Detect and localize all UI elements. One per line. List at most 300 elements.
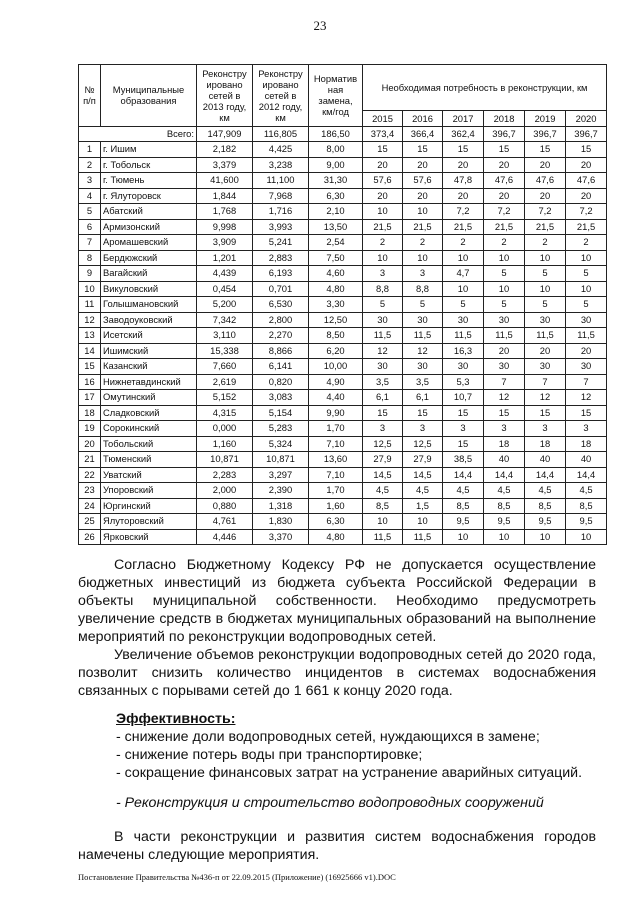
row-rec2013: 1,160 bbox=[197, 436, 253, 452]
row-year-value: 57,6 bbox=[403, 173, 443, 189]
table-row bbox=[79, 421, 607, 437]
row-municipality: Упоровский bbox=[101, 483, 197, 499]
row-municipality: Ялуторовский bbox=[101, 514, 197, 530]
table-row bbox=[79, 173, 607, 189]
row-year-value: 10 bbox=[484, 250, 525, 266]
row-year-value: 5 bbox=[363, 297, 403, 313]
row-municipality: Тюменский bbox=[101, 452, 197, 468]
table-row bbox=[79, 204, 607, 220]
row-rec2013: 1,844 bbox=[197, 188, 253, 204]
row-municipality: г. Ишим bbox=[101, 142, 197, 158]
row-rec2012: 2,270 bbox=[253, 328, 309, 344]
row-rec2012: 6,193 bbox=[253, 266, 309, 282]
row-year-value: 15 bbox=[525, 405, 566, 421]
row-year-value: 15 bbox=[443, 142, 484, 158]
row-number: 1 bbox=[79, 142, 101, 158]
row-year-value: 20 bbox=[525, 157, 566, 173]
row-year-value: 3 bbox=[403, 266, 443, 282]
row-year-value: 14,5 bbox=[363, 467, 403, 483]
row-number: 21 bbox=[79, 452, 101, 468]
row-year-value: 5,3 bbox=[443, 374, 484, 390]
table-row bbox=[79, 405, 607, 421]
row-year-value: 10 bbox=[443, 529, 484, 545]
row-year-value: 10 bbox=[566, 250, 607, 266]
row-year-value: 12 bbox=[566, 390, 607, 406]
row-municipality: Юргинский bbox=[101, 498, 197, 514]
row-year-value: 4,5 bbox=[525, 483, 566, 499]
row-rec2013: 7,342 bbox=[197, 312, 253, 328]
row-year-value: 40 bbox=[525, 452, 566, 468]
table-row bbox=[79, 390, 607, 406]
row-year-value: 3 bbox=[403, 421, 443, 437]
row-year-value: 2 bbox=[363, 235, 403, 251]
row-year-value: 47,6 bbox=[566, 173, 607, 189]
table-row bbox=[79, 297, 607, 313]
row-norm: 4,80 bbox=[309, 281, 363, 297]
row-rec2013: 5,200 bbox=[197, 297, 253, 313]
row-rec2012: 2,390 bbox=[253, 483, 309, 499]
row-rec2012: 10,871 bbox=[253, 452, 309, 468]
row-municipality: Аромашевский bbox=[101, 235, 197, 251]
row-year-value: 5 bbox=[525, 297, 566, 313]
row-year-value: 20 bbox=[403, 157, 443, 173]
row-year-value: 14,4 bbox=[525, 467, 566, 483]
table-row bbox=[79, 374, 607, 390]
row-year-value: 10,7 bbox=[443, 390, 484, 406]
row-norm: 4,90 bbox=[309, 374, 363, 390]
header-municipality: Муниципальные образования bbox=[101, 65, 197, 127]
header-year-2018: 2018 bbox=[484, 111, 525, 127]
total-label: Всего: bbox=[79, 126, 197, 142]
row-number: 4 bbox=[79, 188, 101, 204]
row-year-value: 8,5 bbox=[525, 498, 566, 514]
row-municipality: Викуловский bbox=[101, 281, 197, 297]
header-rec2013: Реконстру ировано сетей в 2013 году, км bbox=[197, 65, 253, 127]
row-municipality: Голышмановский bbox=[101, 297, 197, 313]
row-norm: 7,10 bbox=[309, 436, 363, 452]
row-number: 6 bbox=[79, 219, 101, 235]
row-year-value: 6,1 bbox=[403, 390, 443, 406]
row-norm: 4,40 bbox=[309, 390, 363, 406]
table-row bbox=[79, 359, 607, 375]
row-year-value: 11,5 bbox=[403, 328, 443, 344]
row-rec2012: 6,141 bbox=[253, 359, 309, 375]
total-rec2012: 116,805 bbox=[253, 126, 309, 142]
paragraph-increase: Увеличение объемов реконструкции водопроводных сетей до 2020 года, позволит снизить количество инцидентов в системах водоснабжения связанных с порывами сетей до 1 661 к концу 2020 года. bbox=[78, 647, 596, 699]
row-year-value: 30 bbox=[363, 359, 403, 375]
row-year-value: 12,5 bbox=[363, 436, 403, 452]
row-year-value: 15 bbox=[403, 405, 443, 421]
row-rec2012: 5,324 bbox=[253, 436, 309, 452]
table-row bbox=[79, 157, 607, 173]
row-year-value: 57,6 bbox=[363, 173, 403, 189]
row-municipality: Вагайский bbox=[101, 266, 197, 282]
row-number: 8 bbox=[79, 250, 101, 266]
row-norm: 2,54 bbox=[309, 235, 363, 251]
row-year-value: 4,5 bbox=[566, 483, 607, 499]
row-number: 7 bbox=[79, 235, 101, 251]
header-need: Необходимая потребность в реконструкции, км bbox=[363, 65, 607, 111]
document-footer: Постановление Правительства №436-п от 22.09.2015 (Приложение) (16925666 v1).DOC bbox=[78, 872, 396, 882]
row-year-value: 30 bbox=[443, 312, 484, 328]
row-rec2013: 3,909 bbox=[197, 235, 253, 251]
header-norm: Норматив ная замена, км/год bbox=[309, 65, 363, 127]
row-year-value: 30 bbox=[525, 312, 566, 328]
section-italic-heading: - Реконструкция и строительство водопроводных сооружений bbox=[116, 795, 544, 811]
row-year-value: 7 bbox=[525, 374, 566, 390]
row-rec2013: 5,152 bbox=[197, 390, 253, 406]
row-year-value: 3,5 bbox=[363, 374, 403, 390]
row-number: 23 bbox=[79, 483, 101, 499]
row-rec2013: 10,871 bbox=[197, 452, 253, 468]
table-row bbox=[79, 452, 607, 468]
row-year-value: 11,5 bbox=[363, 328, 403, 344]
table-row bbox=[79, 235, 607, 251]
row-year-value: 4,5 bbox=[403, 483, 443, 499]
table-row bbox=[79, 498, 607, 514]
row-year-value: 3,5 bbox=[403, 374, 443, 390]
row-year-value: 20 bbox=[363, 157, 403, 173]
page-number: 23 bbox=[313, 18, 327, 33]
row-norm: 31,30 bbox=[309, 173, 363, 189]
effectiveness-list bbox=[116, 728, 596, 782]
effectiveness-item: - сокращение финансовых затрат на устранение аварийных ситуаций. bbox=[116, 765, 583, 781]
row-rec2013: 4,439 bbox=[197, 266, 253, 282]
table-row bbox=[79, 188, 607, 204]
row-year-value: 10 bbox=[525, 529, 566, 545]
row-municipality: Исетский bbox=[101, 328, 197, 344]
row-norm: 13,50 bbox=[309, 219, 363, 235]
row-year-value: 7,2 bbox=[484, 204, 525, 220]
row-number: 10 bbox=[79, 281, 101, 297]
table-row bbox=[79, 142, 607, 158]
row-year-value: 5 bbox=[566, 297, 607, 313]
row-year-value: 30 bbox=[525, 359, 566, 375]
row-year-value: 20 bbox=[525, 188, 566, 204]
row-year-value: 21,5 bbox=[443, 219, 484, 235]
row-year-value: 38,5 bbox=[443, 452, 484, 468]
row-year-value: 9,5 bbox=[484, 514, 525, 530]
row-year-value: 12 bbox=[403, 343, 443, 359]
row-year-value: 15 bbox=[403, 142, 443, 158]
row-year-value: 18 bbox=[525, 436, 566, 452]
row-number: 17 bbox=[79, 390, 101, 406]
row-year-value: 10 bbox=[484, 529, 525, 545]
row-year-value: 40 bbox=[566, 452, 607, 468]
row-year-value: 30 bbox=[403, 312, 443, 328]
row-year-value: 10 bbox=[403, 250, 443, 266]
row-year-value: 15 bbox=[484, 142, 525, 158]
reconstruction-table bbox=[78, 64, 607, 545]
row-year-value: 20 bbox=[566, 343, 607, 359]
row-norm: 7,50 bbox=[309, 250, 363, 266]
row-year-value: 2 bbox=[443, 235, 484, 251]
row-municipality: Ярковский bbox=[101, 529, 197, 545]
row-rec2013: 2,182 bbox=[197, 142, 253, 158]
row-number: 12 bbox=[79, 312, 101, 328]
row-rec2012: 1,318 bbox=[253, 498, 309, 514]
row-year-value: 30 bbox=[403, 359, 443, 375]
row-year-value: 7 bbox=[566, 374, 607, 390]
row-municipality: Тобольский bbox=[101, 436, 197, 452]
row-year-value: 2 bbox=[484, 235, 525, 251]
row-norm: 8,50 bbox=[309, 328, 363, 344]
row-rec2013: 3,110 bbox=[197, 328, 253, 344]
row-number: 13 bbox=[79, 328, 101, 344]
row-norm: 10,00 bbox=[309, 359, 363, 375]
row-year-value: 7 bbox=[484, 374, 525, 390]
row-rec2012: 5,241 bbox=[253, 235, 309, 251]
row-year-value: 30 bbox=[484, 312, 525, 328]
effectiveness-heading-text: Эффективность: bbox=[116, 711, 236, 727]
row-rec2012: 0,820 bbox=[253, 374, 309, 390]
row-rec2013: 1,768 bbox=[197, 204, 253, 220]
row-year-value: 10 bbox=[484, 281, 525, 297]
row-year-value: 21,5 bbox=[566, 219, 607, 235]
row-year-value: 30 bbox=[566, 312, 607, 328]
row-rec2012: 8,866 bbox=[253, 343, 309, 359]
header-year-2020: 2020 bbox=[566, 111, 607, 127]
row-year-value: 16,3 bbox=[443, 343, 484, 359]
row-rec2012: 5,154 bbox=[253, 405, 309, 421]
row-year-value: 8,5 bbox=[484, 498, 525, 514]
row-year-value: 14,4 bbox=[443, 467, 484, 483]
row-norm: 9,00 bbox=[309, 157, 363, 173]
row-year-value: 3 bbox=[566, 421, 607, 437]
row-year-value: 30 bbox=[566, 359, 607, 375]
row-year-value: 20 bbox=[566, 157, 607, 173]
row-rec2012: 1,830 bbox=[253, 514, 309, 530]
row-rec2012: 3,238 bbox=[253, 157, 309, 173]
row-year-value: 30 bbox=[443, 359, 484, 375]
row-rec2012: 11,100 bbox=[253, 173, 309, 189]
row-year-value: 15 bbox=[566, 405, 607, 421]
row-year-value: 6,1 bbox=[363, 390, 403, 406]
row-year-value: 10 bbox=[566, 529, 607, 545]
row-year-value: 40 bbox=[484, 452, 525, 468]
row-rec2012: 4,425 bbox=[253, 142, 309, 158]
row-year-value: 7,2 bbox=[566, 204, 607, 220]
row-year-value: 11,5 bbox=[525, 328, 566, 344]
row-year-value: 15 bbox=[484, 405, 525, 421]
row-year-value: 15 bbox=[443, 436, 484, 452]
row-year-value: 8,8 bbox=[363, 281, 403, 297]
row-municipality: Бердюжский bbox=[101, 250, 197, 266]
row-year-value: 5 bbox=[403, 297, 443, 313]
row-year-value: 8,5 bbox=[566, 498, 607, 514]
table-row bbox=[79, 529, 607, 545]
row-number: 25 bbox=[79, 514, 101, 530]
row-number: 3 bbox=[79, 173, 101, 189]
total-year-cell: 396,7 bbox=[525, 126, 566, 142]
row-year-value: 5 bbox=[484, 297, 525, 313]
row-year-value: 18 bbox=[484, 436, 525, 452]
row-rec2013: 9,998 bbox=[197, 219, 253, 235]
table-row bbox=[79, 436, 607, 452]
row-municipality: Армизонский bbox=[101, 219, 197, 235]
row-number: 22 bbox=[79, 467, 101, 483]
row-year-value: 15 bbox=[363, 142, 403, 158]
row-year-value: 10 bbox=[363, 204, 403, 220]
row-year-value: 3 bbox=[443, 421, 484, 437]
row-year-value: 12 bbox=[363, 343, 403, 359]
row-municipality: Абатский bbox=[101, 204, 197, 220]
row-year-value: 18 bbox=[566, 436, 607, 452]
total-year-cell: 396,7 bbox=[566, 126, 607, 142]
row-number: 26 bbox=[79, 529, 101, 545]
row-year-value: 11,5 bbox=[403, 529, 443, 545]
row-year-value: 30 bbox=[363, 312, 403, 328]
row-rec2012: 3,370 bbox=[253, 529, 309, 545]
row-norm: 6,30 bbox=[309, 188, 363, 204]
row-norm: 6,20 bbox=[309, 343, 363, 359]
row-year-value: 27,9 bbox=[363, 452, 403, 468]
row-year-value: 5 bbox=[443, 297, 484, 313]
row-year-value: 14,4 bbox=[566, 467, 607, 483]
row-year-value: 14,5 bbox=[403, 467, 443, 483]
row-municipality: Уватский bbox=[101, 467, 197, 483]
row-number: 16 bbox=[79, 374, 101, 390]
row-rec2012: 1,716 bbox=[253, 204, 309, 220]
row-rec2013: 0,454 bbox=[197, 281, 253, 297]
row-year-value: 7,2 bbox=[525, 204, 566, 220]
row-municipality: г. Тобольск bbox=[101, 157, 197, 173]
row-norm: 4,80 bbox=[309, 529, 363, 545]
total-norm: 186,50 bbox=[309, 126, 363, 142]
row-year-value: 15 bbox=[443, 405, 484, 421]
row-number: 18 bbox=[79, 405, 101, 421]
row-year-value: 10 bbox=[363, 250, 403, 266]
row-municipality: Омутинский bbox=[101, 390, 197, 406]
row-number: 5 bbox=[79, 204, 101, 220]
row-year-value: 9,5 bbox=[525, 514, 566, 530]
row-year-value: 20 bbox=[525, 343, 566, 359]
row-norm: 6,30 bbox=[309, 514, 363, 530]
row-year-value: 11,5 bbox=[363, 529, 403, 545]
total-row bbox=[79, 126, 607, 142]
row-year-value: 4,5 bbox=[443, 483, 484, 499]
row-year-value: 3 bbox=[484, 421, 525, 437]
row-rec2013: 2,619 bbox=[197, 374, 253, 390]
row-year-value: 2 bbox=[525, 235, 566, 251]
effectiveness-item: - снижение доли водопроводных сетей, нуждающихся в замене; bbox=[116, 729, 540, 745]
row-municipality: г. Ялуторовск bbox=[101, 188, 197, 204]
row-year-value: 20 bbox=[363, 188, 403, 204]
row-year-value: 47,6 bbox=[484, 173, 525, 189]
row-year-value: 20 bbox=[484, 188, 525, 204]
row-year-value: 10 bbox=[525, 250, 566, 266]
table-row bbox=[79, 219, 607, 235]
row-year-value: 4,7 bbox=[443, 266, 484, 282]
row-rec2012: 5,283 bbox=[253, 421, 309, 437]
row-rec2013: 2,000 bbox=[197, 483, 253, 499]
row-rec2012: 0,701 bbox=[253, 281, 309, 297]
row-year-value: 12,5 bbox=[403, 436, 443, 452]
row-year-value: 10 bbox=[403, 204, 443, 220]
row-municipality: г. Тюмень bbox=[101, 173, 197, 189]
row-year-value: 5 bbox=[484, 266, 525, 282]
row-year-value: 3 bbox=[363, 266, 403, 282]
row-year-value: 10 bbox=[443, 281, 484, 297]
row-year-value: 11,5 bbox=[443, 328, 484, 344]
row-year-value: 5 bbox=[566, 266, 607, 282]
row-year-value: 7,2 bbox=[443, 204, 484, 220]
row-year-value: 3 bbox=[363, 421, 403, 437]
row-rec2013: 4,315 bbox=[197, 405, 253, 421]
row-norm: 12,50 bbox=[309, 312, 363, 328]
row-year-value: 11,5 bbox=[484, 328, 525, 344]
row-rec2013: 1,201 bbox=[197, 250, 253, 266]
row-municipality: Сорокинский bbox=[101, 421, 197, 437]
row-rec2013: 0,000 bbox=[197, 421, 253, 437]
row-year-value: 8,5 bbox=[443, 498, 484, 514]
table-row bbox=[79, 483, 607, 499]
row-year-value: 15 bbox=[566, 142, 607, 158]
row-year-value: 5 bbox=[525, 266, 566, 282]
row-rec2012: 2,800 bbox=[253, 312, 309, 328]
paragraph-measures: В части реконструкции и развития систем водоснабжения городов намечены следующие мероприятия. bbox=[78, 829, 596, 863]
row-year-value: 10 bbox=[525, 281, 566, 297]
row-year-value: 15 bbox=[525, 142, 566, 158]
row-year-value: 21,5 bbox=[484, 219, 525, 235]
row-year-value: 30 bbox=[484, 359, 525, 375]
table-row bbox=[79, 514, 607, 530]
row-year-value: 21,5 bbox=[363, 219, 403, 235]
total-year-cell: 396,7 bbox=[484, 126, 525, 142]
row-number: 11 bbox=[79, 297, 101, 313]
row-norm: 4,60 bbox=[309, 266, 363, 282]
table-row bbox=[79, 266, 607, 282]
row-number: 20 bbox=[79, 436, 101, 452]
row-year-value: 20 bbox=[484, 343, 525, 359]
row-rec2013: 4,761 bbox=[197, 514, 253, 530]
total-year-cell: 373,4 bbox=[363, 126, 403, 142]
row-year-value: 20 bbox=[403, 188, 443, 204]
total-year-cell: 366,4 bbox=[403, 126, 443, 142]
row-norm: 1,70 bbox=[309, 421, 363, 437]
row-rec2012: 3,297 bbox=[253, 467, 309, 483]
row-year-value: 9,5 bbox=[443, 514, 484, 530]
row-number: 19 bbox=[79, 421, 101, 437]
row-rec2013: 15,338 bbox=[197, 343, 253, 359]
row-number: 9 bbox=[79, 266, 101, 282]
row-year-value: 8,8 bbox=[403, 281, 443, 297]
row-year-value: 8,5 bbox=[363, 498, 403, 514]
header-year-2019: 2019 bbox=[525, 111, 566, 127]
table-row bbox=[79, 343, 607, 359]
header-year-2016: 2016 bbox=[403, 111, 443, 127]
row-year-value: 20 bbox=[484, 157, 525, 173]
row-year-value: 4,5 bbox=[484, 483, 525, 499]
row-year-value: 10 bbox=[403, 514, 443, 530]
row-municipality: Сладковский bbox=[101, 405, 197, 421]
row-year-value: 4,5 bbox=[363, 483, 403, 499]
row-year-value: 21,5 bbox=[525, 219, 566, 235]
effectiveness-heading bbox=[116, 710, 596, 728]
row-year-value: 2 bbox=[403, 235, 443, 251]
row-number: 14 bbox=[79, 343, 101, 359]
table-row bbox=[79, 281, 607, 297]
row-norm: 8,00 bbox=[309, 142, 363, 158]
row-rec2012: 2,883 bbox=[253, 250, 309, 266]
row-year-value: 20 bbox=[443, 188, 484, 204]
row-year-value: 10 bbox=[566, 281, 607, 297]
row-year-value: 2 bbox=[566, 235, 607, 251]
row-norm: 7,10 bbox=[309, 467, 363, 483]
row-norm: 9,90 bbox=[309, 405, 363, 421]
row-year-value: 3 bbox=[525, 421, 566, 437]
header-year-2015: 2015 bbox=[363, 111, 403, 127]
